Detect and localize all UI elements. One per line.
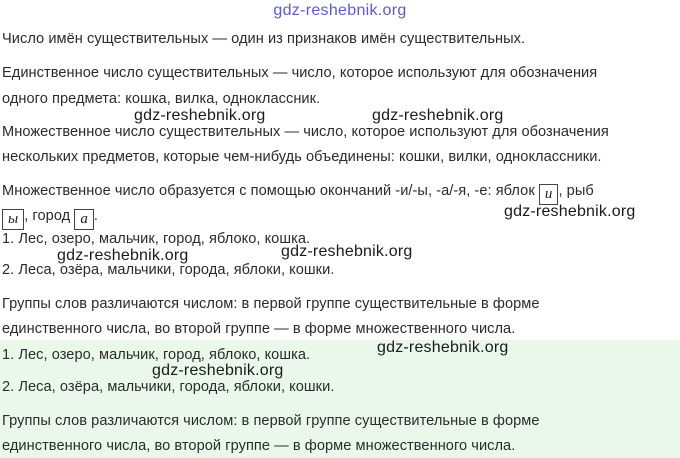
ending-box-i: и <box>539 184 559 205</box>
ending-box-y: ы <box>2 209 24 230</box>
answer-list-item-1: 1. Лес, озеро, мальчик, город, яблоко, кошка. <box>2 347 311 363</box>
intro-paragraph: Число имён существительных — один из признаков имён существительных. <box>2 31 526 47</box>
singular-definition-line-2: одного предмета: кошка, вилка, одноклассник. <box>2 91 321 107</box>
plural-definition-line-2: нескольких предметов, которые чем-нибудь объединены: кошки, вилки, одноклассники. <box>2 149 602 165</box>
watermark: gdz-reshebnik.org <box>504 203 636 220</box>
groups-explanation-line-2: единственного числа, во второй группе — в форме множественного числа. <box>2 321 516 337</box>
ending-box-a: а <box>74 209 94 230</box>
watermark: gdz-reshebnik.org <box>152 362 284 379</box>
plural-definition-line-1: Множественное число существительных — число, которое используют для обозначения <box>2 124 609 140</box>
singular-definition-line-1: Единственное число существительных — число, которое используют для обозначения <box>2 65 598 81</box>
list-item-1: 1. Лес, озеро, мальчик, город, яблоко, кошка. <box>2 231 311 247</box>
endings-rule-mid: , город <box>24 208 71 224</box>
groups-explanation-line-1: Группы слов различаются числом: в первой группе существительные в форме <box>2 296 540 312</box>
endings-rule-line-2 <box>2 206 98 230</box>
answer-groups-line-1: Группы слов различаются числом: в первой группе существительные в форме <box>2 413 540 429</box>
watermark: gdz-reshebnik.org <box>134 107 266 124</box>
endings-rule-text: Множественное число образуется с помощью окончаний -и/-ы, -а/-я, -е: яблок <box>2 183 535 199</box>
answer-list-item-2: 2. Леса, озёра, мальчики, города, яблоки, кошки. <box>2 379 335 395</box>
watermark: gdz-reshebnik.org <box>281 243 413 260</box>
list-item-2: 2. Леса, озёра, мальчики, города, яблоки, кошки. <box>2 262 335 278</box>
watermark: gdz-reshebnik.org <box>57 247 189 264</box>
watermark: gdz-reshebnik.org <box>372 107 504 124</box>
header-watermark: gdz-reshebnik.org <box>273 2 407 19</box>
endings-rule-end: . <box>93 208 99 224</box>
watermark: gdz-reshebnik.org <box>377 339 509 356</box>
endings-rule-after: , рыб <box>558 183 594 199</box>
answer-groups-line-2: единственного числа, во второй группе — в форме множественного числа. <box>2 438 516 454</box>
